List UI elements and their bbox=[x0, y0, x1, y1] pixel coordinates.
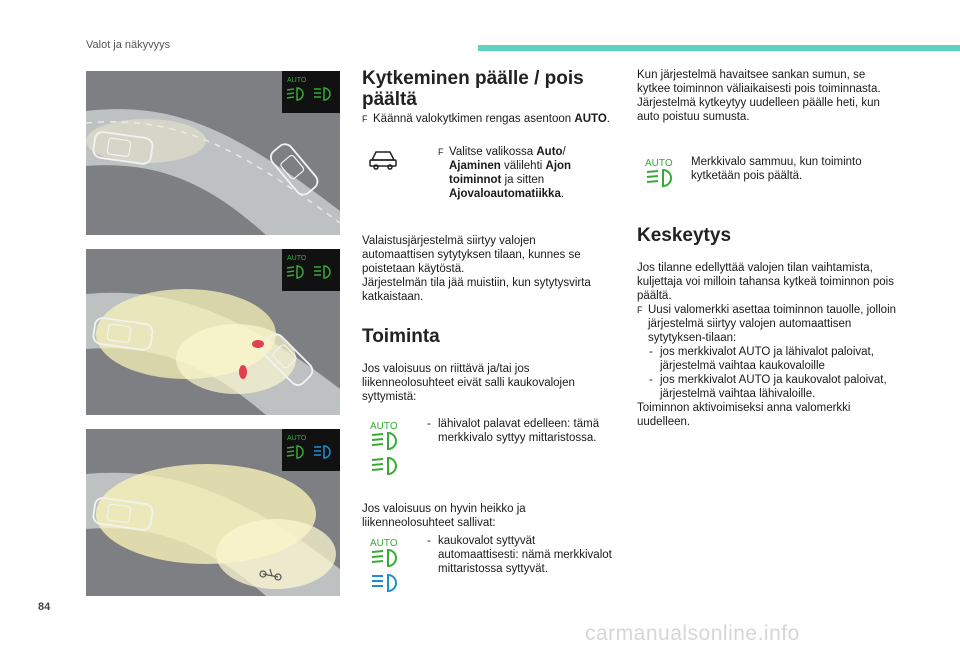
svg-text:AUTO: AUTO bbox=[645, 158, 673, 169]
svg-text:AUTO: AUTO bbox=[287, 255, 307, 262]
toiminta-item-1 bbox=[427, 417, 612, 445]
item2-text: kaukovalot syttyvät automaattisesti: nämä merkkivalot mittaristossa syttyvät. bbox=[438, 535, 612, 575]
menu-ajon-toiminnot: Ajon toiminnot bbox=[449, 160, 572, 186]
para-1: Valaistusjärjestelmä siirtyy valojen automaattisen sytytyksen tilaan, kunnes se poistetaan käytöstä. bbox=[362, 235, 581, 275]
fog-paragraph bbox=[637, 68, 897, 124]
kesk-final: Toiminnon aktivoimiseksi anna valomerkki uudelleen. bbox=[637, 402, 851, 428]
item1-text: lähivalot palavat edelleen: tämä merkkivalo syttyy mittaristossa. bbox=[438, 418, 600, 444]
info-paragraph bbox=[362, 234, 610, 304]
step-1 bbox=[362, 112, 610, 126]
dashboard-inset bbox=[282, 429, 340, 471]
step2-end: . bbox=[560, 188, 565, 200]
illustration-auto-lights-3 bbox=[86, 429, 340, 596]
dash-marker: - bbox=[427, 418, 431, 430]
kesk-sub-2: jos merkkivalot AUTO ja kaukovalot paloivat, järjestelmä vaihtaa lähivaloille. bbox=[660, 374, 887, 400]
section-toiminta bbox=[362, 326, 610, 347]
step1-suffix: . bbox=[606, 113, 610, 125]
svg-text:AUTO: AUTO bbox=[370, 538, 398, 549]
car-menu-icon bbox=[368, 146, 398, 175]
dashboard-inset bbox=[282, 249, 340, 291]
step-2 bbox=[438, 145, 608, 201]
kesk-sub-1: jos merkkivalot AUTO ja lähivalot paloivat, järjestelmä vaihtaa kaukovaloille bbox=[660, 346, 874, 372]
fog-para-1: Kun järjestelmä havaitsee sankan sumun, se kytkee toiminnon väliaikaisesti pois toiminnasta. bbox=[637, 69, 881, 95]
step2-sep: / bbox=[562, 146, 566, 158]
auto-lamp-icon bbox=[643, 157, 679, 196]
step2-text-3: ja sitten bbox=[501, 174, 545, 186]
header-accent-bar bbox=[478, 45, 960, 51]
bullet-icon: F bbox=[438, 147, 444, 157]
kesk-bullet: Uusi valomerkki asettaa toiminnon tauolle, jolloin järjestelmä siirtyy valojen automaattisen sytytyksen-tilaan: bbox=[648, 304, 897, 344]
illustration-auto-lights-2 bbox=[86, 249, 340, 415]
dash-marker: - bbox=[649, 374, 653, 386]
fog-para-2: Järjestelmä kytkeytyy uudelleen päälle heti, kun auto poistuu sumusta. bbox=[637, 97, 880, 123]
watermark: carmanualsonline.info bbox=[585, 622, 800, 645]
menu-ajaminen: Ajaminen bbox=[449, 160, 501, 172]
dashboard-inset bbox=[282, 71, 340, 113]
step1-text: Käännä valokytkimen rengas asentoon bbox=[373, 113, 575, 125]
bullet-icon: F bbox=[362, 114, 368, 124]
svg-text:AUTO: AUTO bbox=[287, 77, 307, 84]
section-title-keskeytys: Keskeytys bbox=[637, 225, 732, 246]
section-keskeytys bbox=[637, 225, 897, 246]
lamp-off-text: Merkkivalo sammuu, kun toiminto kytketään pois päältä. bbox=[691, 156, 862, 182]
step2-text-2: välilehti bbox=[500, 160, 546, 172]
toiminta-item-2 bbox=[427, 534, 612, 576]
section-title-toiminta: Toiminta bbox=[362, 326, 440, 347]
page-number: 84 bbox=[38, 601, 51, 613]
dash-marker: - bbox=[649, 346, 653, 358]
step1-bold: AUTO bbox=[574, 113, 607, 125]
page-title: Kytkeminen päälle / pois päältä bbox=[362, 68, 584, 110]
svg-text:AUTO: AUTO bbox=[370, 421, 398, 432]
para-2: Järjestelmän tila jää muistiin, kun sytytysvirta katkaistaan. bbox=[362, 277, 591, 303]
auto-low-beam-icon bbox=[368, 420, 404, 485]
menu-ajovaloautomatiikka: Ajovaloautomatiikka bbox=[449, 188, 561, 200]
kesk-para: Jos tilanne edellyttää valojen tilan vaihtamista, kuljettaja voi milloin tahansa kytkeä toiminnon pois päältä. bbox=[637, 262, 894, 302]
auto-high-beam-icon bbox=[368, 537, 404, 602]
menu-auto: Auto bbox=[536, 146, 563, 158]
toiminta-intro: Jos valoisuus on riittävä ja/tai jos liikenneolosuhteet eivät salli kaukovalojen syttymistä: bbox=[362, 363, 575, 403]
keskeytys-body bbox=[637, 261, 897, 429]
dash-marker: - bbox=[427, 535, 431, 547]
section-header: Valot ja näkyvyys bbox=[86, 39, 171, 51]
toiminta-intro-2: Jos valoisuus on hyvin heikko ja liikenneolosuhteet sallivat: bbox=[362, 503, 526, 529]
illustration-auto-lights-1 bbox=[86, 71, 340, 235]
bullet-icon: F bbox=[637, 305, 643, 315]
step2-text: Valitse valikossa bbox=[449, 146, 537, 158]
svg-text:AUTO: AUTO bbox=[287, 435, 307, 442]
